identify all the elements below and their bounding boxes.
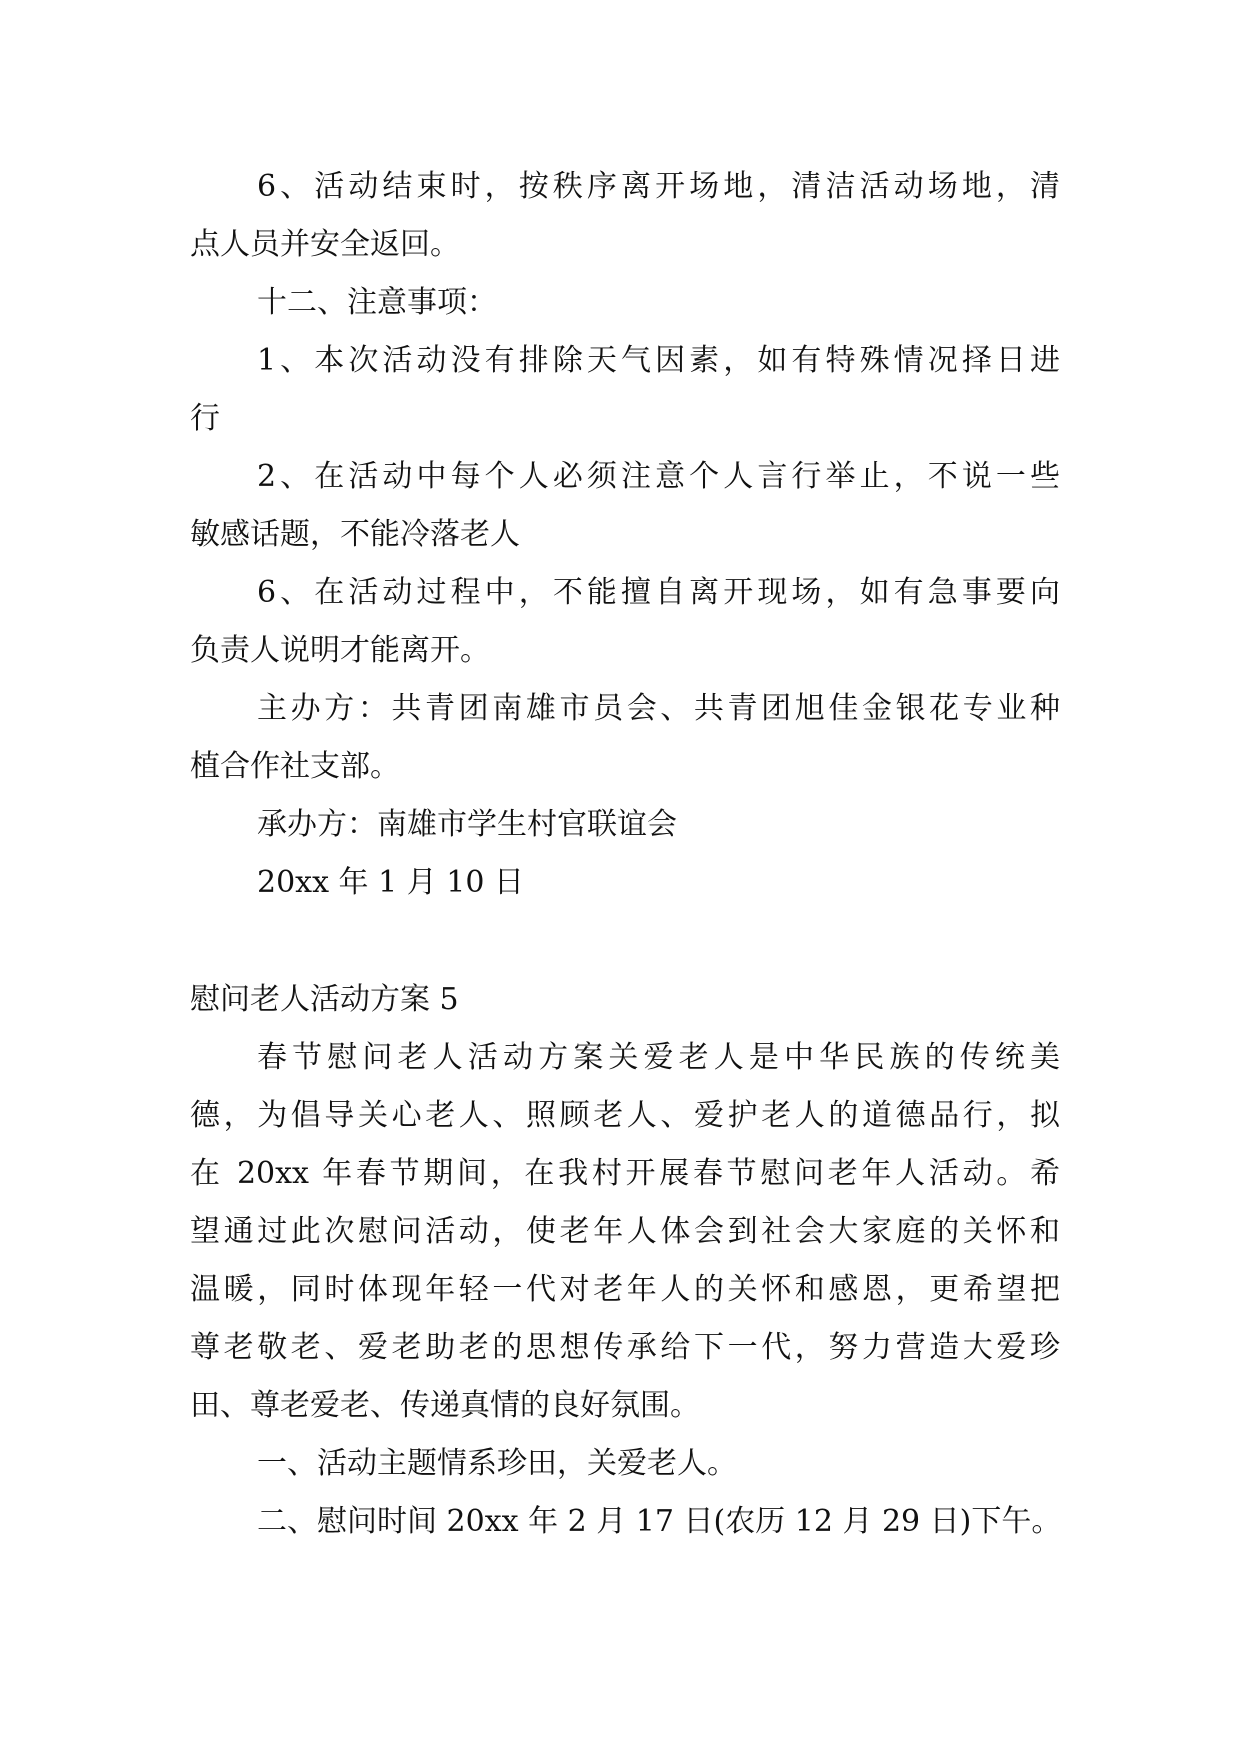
visit-time-line: 二、慰问时间 20xx 年 2 月 17 日(农历 12 月 29 日)下午。 bbox=[257, 1504, 1062, 1539]
paragraph-line: 尊老敬老、爱老助老的思想传承给下一代，努力营造大爱珍 bbox=[190, 1330, 1060, 1365]
paragraph-line: 2、在活动中每个人必须注意个人言行举止，不说一些 bbox=[257, 459, 1060, 494]
paragraph-line: 点人员并安全返回。 bbox=[190, 227, 460, 262]
paragraph-line: 德，为倡导关心老人、照顾老人、爱护老人的道德品行，拟 bbox=[190, 1098, 1060, 1133]
paragraph-line: 温暖，同时体现年轻一代对老年人的关怀和感恩，更希望把 bbox=[190, 1272, 1060, 1307]
paragraph-line: 6、活动结束时，按秩序离开场地，清洁活动场地，清 bbox=[257, 169, 1060, 204]
section-heading: 十二、注意事项： bbox=[257, 285, 497, 320]
paragraph-line: 在 20xx 年春节期间，在我村开展春节慰问老年人活动。希 bbox=[190, 1156, 1060, 1191]
paragraph-line: 望通过此次慰问活动，使老年人体会到社会大家庭的关怀和 bbox=[190, 1214, 1060, 1249]
activity-theme-line: 一、活动主题情系珍田，关爱老人。 bbox=[257, 1446, 737, 1481]
paragraph-line: 6、在活动过程中，不能擅自离开现场，如有急事要向 bbox=[257, 575, 1060, 610]
co-organizer-line: 承办方：南雄市学生村官联谊会 bbox=[257, 807, 677, 842]
paragraph-line: 春节慰问老人活动方案关爱老人是中华民族的传统美 bbox=[257, 1040, 1060, 1075]
date-line: 20xx 年 1 月 10 日 bbox=[257, 865, 524, 900]
paragraph-line: 行 bbox=[190, 401, 220, 436]
organizer-line: 主办方：共青团南雄市员会、共青团旭佳金银花专业种 bbox=[257, 691, 1060, 726]
paragraph-line: 1、本次活动没有排除天气因素，如有特殊情况择日进 bbox=[257, 343, 1060, 378]
section-title: 慰问老人活动方案 5 bbox=[190, 982, 459, 1017]
paragraph-line: 田、尊老爱老、传递真情的良好氛围。 bbox=[190, 1388, 700, 1423]
paragraph-line: 敏感话题，不能冷落老人 bbox=[190, 517, 520, 552]
organizer-line: 植合作社支部。 bbox=[190, 749, 400, 784]
paragraph-line: 负责人说明才能离开。 bbox=[190, 633, 490, 668]
